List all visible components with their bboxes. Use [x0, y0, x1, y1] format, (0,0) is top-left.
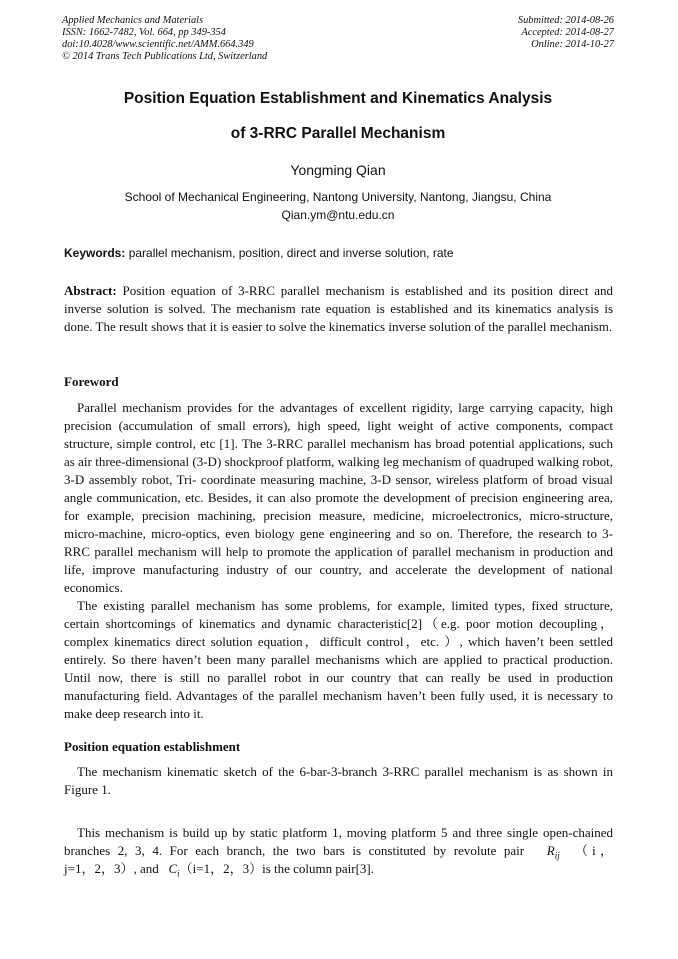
author-affiliation: School of Mechanical Engineering, Nantong University, Nantong, Jiangsu, China: [124, 190, 552, 204]
symbol-C-subscript: i: [177, 868, 180, 879]
foreword-body: [64, 399, 613, 723]
date-submitted: Submitted: 2014-08-26: [517, 15, 614, 26]
abstract: [64, 282, 613, 336]
symbol-R-subscript: ij: [554, 850, 560, 861]
keywords: [64, 245, 614, 261]
symbol-R: R: [546, 843, 555, 858]
keywords-label: Keywords:: [64, 246, 126, 260]
position-paragraph-2-tail: （i，: [574, 843, 614, 858]
journal-doi: doi:10.4028/www.scientific.net/AMM.664.349: [62, 39, 254, 50]
section-heading-position-equation: Position equation establishment: [64, 739, 241, 754]
paper-title-line2: of 3-RRC Parallel Mechanism: [230, 125, 446, 142]
submission-dates: [518, 15, 614, 51]
date-online: Online: 2014-10-27: [531, 39, 614, 50]
section-heading-foreword: Foreword: [64, 374, 119, 389]
journal-issn: ISSN: 1662-7482, Vol. 664, pp 349-354: [62, 27, 226, 38]
date-accepted: Accepted: 2014-08-27: [521, 27, 614, 38]
symbol-C: C: [168, 861, 178, 876]
abstract-label: Abstract:: [64, 283, 117, 298]
position-paragraph-2-continued: [64, 860, 613, 883]
position-paragraph-1: The mechanism kinematic sketch of the 6-bar-3-branch 3-RRC parallel mechanism is as shown in Figure 1.: [64, 764, 613, 797]
foreword-paragraph-2: The existing parallel mechanism has some problems, for example, limited types, fixed structure, certain shortcomings of kinematics and dynamic characteristic[2]（e.g. poor motion decoupling，complex kinematics direct solution equation，difficult control，etc. ）, which haven’t been settled entirely. So there haven’t been many parallel mechanisms which are applied to practical production. Until now, there is still no parallel robot in our country that can really be used in production manufacturing field. Advantages of the parallel mechanism haven’t been fully used, it is necessary to make deep research into it.: [64, 598, 613, 721]
position-paragraph-2-text: This mechanism is build up by static platform 1, moving platform 5 and three single open-chained branches 2, 3, 4. For each branch, the two bars is constituted by revolute pair: [64, 825, 613, 858]
abstract-text: Position equation of 3-RRC parallel mechanism is established and its position direct and inverse solution is solved. The mechanism rate equation is established and its kinematics analysis is done. The result shows that it is easier to solve the kinematics inverse solution of the parallel mechanism.: [64, 283, 613, 334]
author-email: Qian.ym@ntu.edu.cn: [281, 208, 395, 222]
position-paragraph-2: [64, 824, 613, 865]
position-body: [64, 763, 613, 799]
author-name: Yongming Qian: [290, 162, 386, 178]
journal-copyright: © 2014 Trans Tech Publications Ltd, Switzerland: [62, 51, 268, 62]
foreword-paragraph-1: Parallel mechanism provides for the advantages of excellent rigidity, large carrying capacity, high precision (accumulation of small errors), high speed, light weight of active components, compact structure, simple control, etc [1]. The 3-RRC parallel mechanism has broad potential applications, such as air three-dimensional (3-D) shockproof platform, walking leg mechanism of quadruped walking robot, 3-D assembly robot, Tri- coordinate measuring machine, 3-D sensor, wireless platform of broad visual angle communication, etc. Besides, it can also promote the development of precision engineering area, for example, precision machining, precision measure, medicine, microelectronics, micro-structure, micro-machine, micro-optics, even biology gene engineering and so on. Therefore, the research to 3-RRC parallel mechanism will help to promote the application of parallel mechanism in production and life, improve manufacturing industry of our country, and accelerate the development of national economics.: [64, 400, 613, 595]
paper-title-line1: Position Equation Establishment and Kinematics Analysis: [123, 90, 553, 107]
position-line3-a: j=1，2，3）, and: [64, 861, 159, 876]
keywords-text: parallel mechanism, position, direct and inverse solution, rate: [125, 246, 454, 260]
position-line3-b: （i=1，2，3）is the column pair[3].: [179, 861, 375, 876]
journal-name: Applied Mechanics and Materials: [62, 15, 204, 26]
journal-header: [62, 15, 267, 63]
